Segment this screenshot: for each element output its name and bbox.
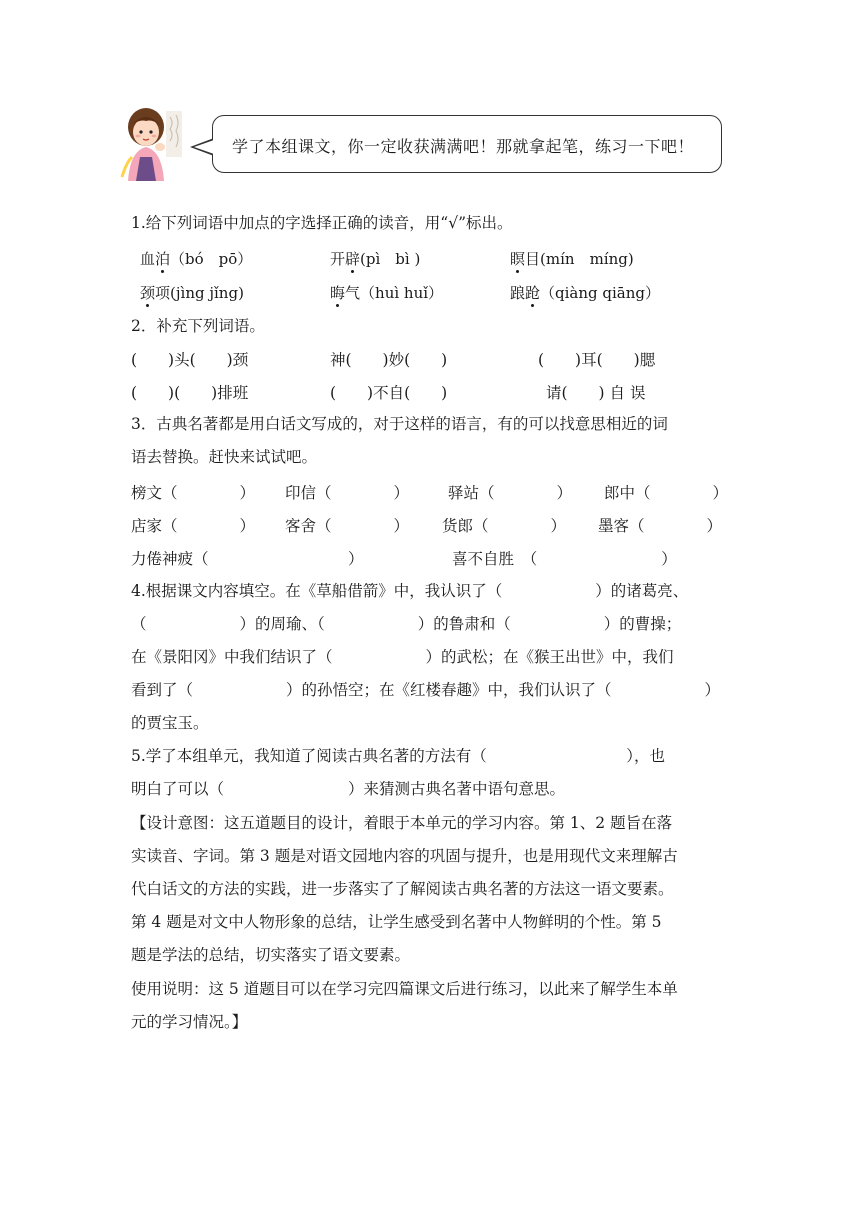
note-line4: 第 4 题是对文中人物形象的总结，让学生感受到名著中人物鲜明的个性。第 5 [131,913,662,931]
q4-line2: （ ）的周瑜、（ ）的鲁肃和（ ）的曹操； [131,615,682,633]
q3-word-4: 郎中（ ） [604,484,729,502]
q3-word-7: 货郎（ ） [442,517,567,535]
q2-blank-1-3: ( )耳( )腮 [538,351,656,369]
q3-title-line1: 3．古典名著都是用白话文写成的，对于这样的语言，有的可以找意思相近的词 [131,415,668,433]
q2-title: 2．补充下列词语。 [131,317,265,335]
q1-item-1: 血泊（bó pō） [140,250,253,268]
note-line6: 使用说明：这 5 道题目可以在学习完四篇课文后进行练习，以此来了解学生本单 [131,980,678,998]
q2-blank-1-2: 神( )妙( ) [330,351,448,369]
q3-word-6: 客舍（ ） [285,517,410,535]
q2-blank-2-2: ( )不自( ) [330,384,448,402]
q5-line2: 明白了可以（ ）来猜测古典名著中语句意思。 [131,780,566,798]
note-line2: 实读音、字词。第 3 题是对语文园地内容的巩固与提升，也是用现代文来理解古 [131,847,678,865]
note-line3: 代白话文的方法的实践，进一步落实了了解阅读古典名著的方法这一语文要素。 [131,880,674,898]
q4-line4: 看到了（ ）的孙悟空；在《红楼春趣》中，我们认识了（ ） [131,681,721,699]
q3-word-3: 驿站（ ） [448,484,573,502]
q5-line1: 5.学了本组单元，我知道了阅读古典名著的方法有（ ），也 [131,747,666,765]
q1-item-2: 开辟(pì bì ) [330,250,421,268]
q2-blank-2-1: ( )( )排班 [131,384,249,402]
speech-bubble-text: 学了本组课文，你一定收获满满吧！那就拿起笔，练习一下吧！ [232,137,695,156]
note-line7: 元的学习情况。】 [131,1013,248,1031]
note-line5: 题是学法的总结，切实落实了语文要素。 [131,946,411,964]
q3-word-2: 印信（ ） [285,484,410,502]
q1-item-3: 瞑目(mín míng) [510,250,634,268]
q3-word-1: 榜文（ ） [131,484,256,502]
q4-line1: 4.根据课文内容填空。在《草船借箭》中，我认识了（ ）的诸葛亮、 [131,582,689,600]
girl-illustration [116,105,186,181]
q1-item-4: 颈项(jìng jǐng) [140,284,244,302]
q2-blank-2-3: 请( ) 自 误 [546,384,646,402]
q1-title: 1.给下列词语中加点的字选择正确的读音，用“√”标出。 [131,214,513,232]
note-line1: 【设计意图：这五道题目的设计，着眼于本单元的学习内容。第 1、2 题旨在落 [131,814,673,832]
q4-line5: 的贾宝玉。 [131,714,209,732]
q3-title-line2: 语去替换。赶快来试试吧。 [131,448,318,466]
q3-word-10: 喜不自胜 （ ） [452,550,677,568]
q4-line3: 在《景阳冈》中我们结识了（ ）的武松；在《猴王出世》中，我们 [131,648,674,666]
q3-word-9: 力倦神疲（ ） [131,550,364,568]
q2-blank-1-1: ( )头( )颈 [131,351,249,369]
q1-item-6: 踉跄（qiàng qiāng） [510,284,661,302]
q3-word-8: 墨客（ ） [598,517,723,535]
q1-item-5: 晦气（huì huǐ） [330,284,444,302]
speech-bubble-tail-fill [194,140,214,154]
q3-word-5: 店家（ ） [131,517,256,535]
